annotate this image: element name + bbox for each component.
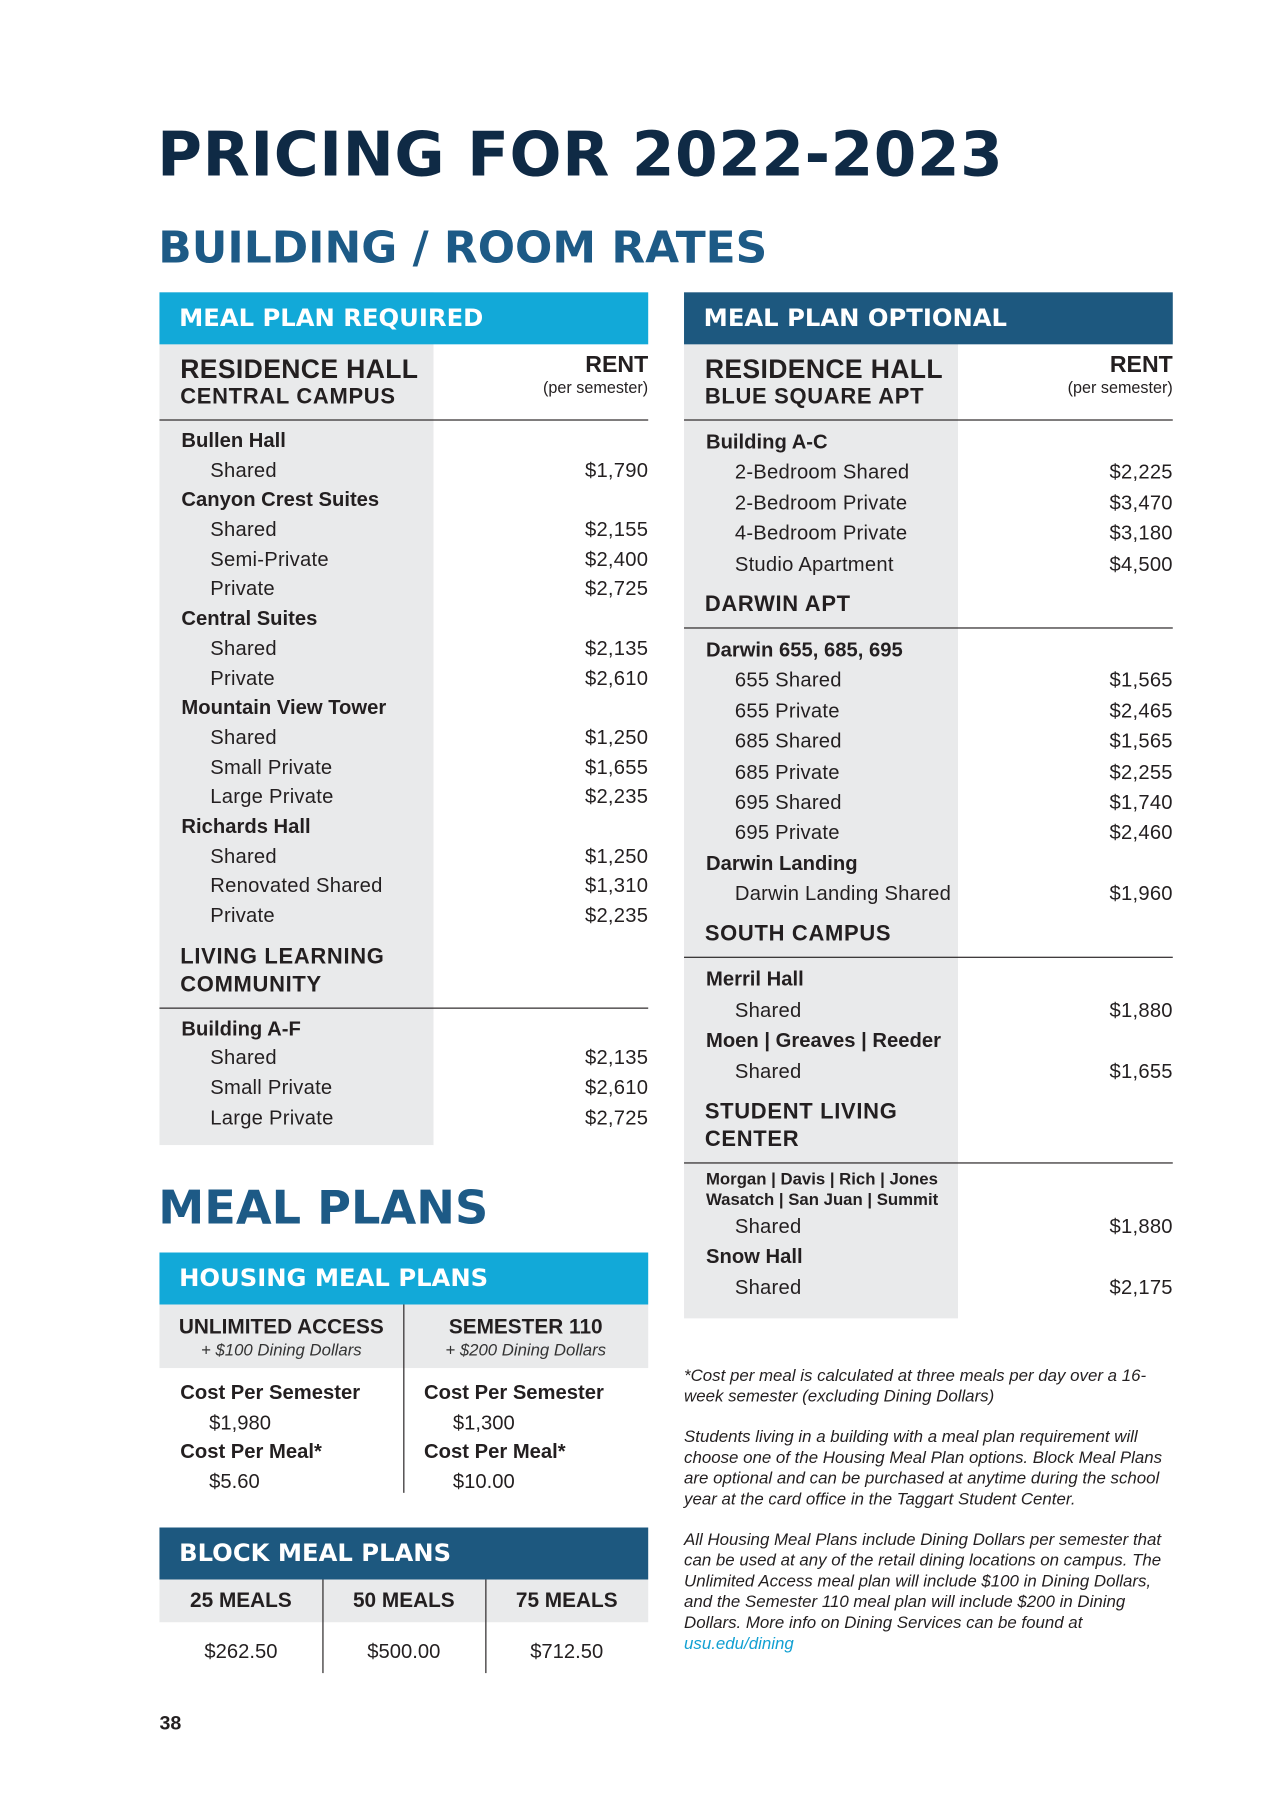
- room-type-label: 2-Bedroom Shared: [734, 460, 910, 484]
- room-rent-price: $2,465: [1109, 698, 1173, 722]
- section-heading: [684, 921, 1173, 958]
- room-type-label: Shared: [210, 1046, 277, 1070]
- room-rent-price: $1,310: [584, 873, 649, 897]
- cost-per-meal-label: Cost Per Meal*: [424, 1440, 566, 1464]
- building-name: Richards Hall: [181, 814, 311, 838]
- room-rent-price: $1,565: [1109, 729, 1173, 753]
- building-name: Moen | Greaves | Reeder: [705, 1028, 941, 1052]
- room-rent-price: $1,655: [584, 755, 649, 779]
- room-type-label: 655 Private: [734, 698, 840, 722]
- building-name: Mountain View Tower: [181, 695, 387, 719]
- plan-price: $500.00: [367, 1639, 441, 1663]
- cost-per-semester-label: Cost Per Semester: [424, 1380, 604, 1404]
- meal-plan-required-table: [159, 292, 648, 1145]
- room-type-row: [159, 515, 648, 545]
- room-type-row: [159, 634, 648, 664]
- room-rent-price: $1,250: [584, 844, 649, 868]
- room-rent-price: $2,225: [1109, 460, 1173, 484]
- room-rent-price: $3,470: [1109, 490, 1173, 514]
- room-rent-price: $2,135: [584, 1046, 649, 1070]
- rent-sublabel: (per semester): [543, 377, 649, 397]
- plan-name: 50 MEALS: [322, 1580, 485, 1623]
- room-rent-price: $1,790: [584, 458, 649, 482]
- plan-price: $712.50: [530, 1639, 604, 1663]
- room-type-row: [684, 695, 1173, 725]
- column-divider: [403, 1305, 404, 1493]
- room-type-label: Shared: [210, 844, 277, 868]
- room-type-row: [159, 1103, 648, 1133]
- section-title-room-rates: BUILDING / ROOM RATES: [158, 221, 768, 273]
- residence-hall-header: RESIDENCE HALL: [704, 353, 943, 384]
- room-rent-price: $2,235: [584, 903, 649, 927]
- room-rent-price: $2,610: [584, 666, 649, 690]
- building-name: Morgan | Davis | Rich | Jones: [705, 1170, 938, 1189]
- room-type-row: [159, 575, 648, 605]
- room-rent-price: $1,880: [1109, 1214, 1173, 1238]
- room-type-label: 2-Bedroom Private: [734, 490, 908, 514]
- table-header-bar: BLOCK MEAL PLANS: [159, 1528, 648, 1580]
- room-rent-price: $2,610: [584, 1075, 649, 1099]
- section-heading-line: CENTER: [704, 1127, 800, 1153]
- section-heading-line: BLUE SQUARE APT: [704, 384, 925, 410]
- section-rows: [684, 958, 1173, 1086]
- room-rent-price: $2,725: [584, 1105, 649, 1129]
- room-rent-price: $1,880: [1109, 998, 1173, 1022]
- room-rent-price: $2,235: [584, 784, 649, 808]
- plan-name: UNLIMITED ACCESS: [178, 1314, 384, 1339]
- meal-plan-optional-table: [684, 292, 1173, 1318]
- room-type-label: Small Private: [210, 755, 333, 779]
- column-divider: [485, 1580, 486, 1674]
- section-heading-line: LIVING LEARNING: [180, 944, 385, 970]
- room-type-label: Darwin Landing Shared: [734, 881, 952, 905]
- room-type-row: [159, 723, 648, 753]
- table-header-bar: MEAL PLAN OPTIONAL: [684, 292, 1173, 344]
- room-type-row: [684, 665, 1173, 695]
- section-rows: [684, 1164, 1173, 1303]
- building-name: Bullen Hall: [181, 428, 286, 452]
- room-type-row: [159, 901, 648, 931]
- section-heading: [684, 1099, 1173, 1164]
- section-heading: [684, 592, 1173, 629]
- building-name: Merril Hall: [705, 967, 804, 991]
- room-rent-price: $1,740: [1109, 790, 1173, 814]
- room-type-row: [684, 457, 1173, 487]
- section-rows: [159, 421, 648, 931]
- room-type-row: [684, 756, 1173, 786]
- room-rent-price: $3,180: [1109, 521, 1173, 545]
- rent-label: RENT: [585, 352, 649, 378]
- room-type-label: Semi-Private: [210, 547, 329, 571]
- building-name: Building A-F: [181, 1016, 301, 1040]
- page-title: PRICING FOR 2022-2023: [157, 120, 1004, 191]
- building-name: Darwin 655, 685, 695: [705, 637, 903, 661]
- room-type-label: 4-Bedroom Private: [734, 521, 908, 545]
- room-type-label: Private: [210, 666, 275, 690]
- building-name: Darwin Landing: [705, 851, 858, 875]
- room-type-label: Private: [210, 577, 275, 601]
- room-type-label: Shared: [210, 725, 277, 749]
- room-type-label: 695 Private: [734, 820, 840, 844]
- room-type-label: Studio Apartment: [734, 551, 894, 575]
- room-type-row: [684, 787, 1173, 817]
- room-type-row: [684, 548, 1173, 578]
- cost-per-meal-label: Cost Per Meal*: [180, 1440, 322, 1464]
- room-type-label: Large Private: [210, 784, 334, 808]
- plan-semester-110: [403, 1305, 648, 1493]
- section-heading-line: SOUTH CAMPUS: [704, 922, 892, 947]
- table-body: [159, 384, 648, 1146]
- room-rent-price: $1,565: [1109, 668, 1173, 692]
- room-type-label: Shared: [734, 1275, 802, 1299]
- building-name: Building A-C: [705, 429, 828, 453]
- plan-unlimited-access: [159, 1305, 403, 1493]
- plan-price: $262.50: [204, 1639, 278, 1663]
- section-heading-line: COMMUNITY: [180, 972, 322, 997]
- residence-hall-header: RESIDENCE HALL: [180, 353, 419, 384]
- cost-per-semester-label: Cost Per Semester: [180, 1380, 361, 1404]
- section-rows: [684, 629, 1173, 909]
- room-type-label: Shared: [734, 998, 802, 1022]
- room-type-row: [159, 545, 648, 575]
- room-type-row: [159, 1073, 648, 1103]
- meal-plans-title: MEAL PLANS: [158, 1182, 489, 1236]
- room-type-row: [159, 456, 648, 486]
- room-type-label: Shared: [210, 458, 277, 482]
- block-plan-50: [322, 1580, 485, 1674]
- room-rent-price: $1,960: [1109, 881, 1173, 905]
- notes: [684, 1366, 1181, 1675]
- room-type-row: [159, 753, 648, 783]
- room-type-row: [159, 783, 648, 813]
- plan-dining-dollars: + $100 Dining Dollars: [201, 1341, 362, 1360]
- block-plan-75: [485, 1580, 648, 1674]
- note-dining-dollars: [684, 1530, 1181, 1655]
- room-type-row: [684, 878, 1173, 908]
- rent-label: RENT: [1109, 352, 1173, 378]
- housing-meal-plans-table: [159, 1253, 648, 1493]
- room-type-row: [159, 842, 648, 872]
- room-type-label: 685 Private: [734, 759, 840, 783]
- plan-dining-dollars: + $200 Dining Dollars: [445, 1341, 607, 1360]
- rent-sublabel: (per semester): [1067, 377, 1173, 397]
- block-meal-plans-table: [159, 1528, 648, 1674]
- rent-header: [1068, 354, 1173, 398]
- room-rent-price: $2,725: [584, 577, 649, 601]
- room-type-label: Large Private: [210, 1105, 334, 1129]
- room-type-row: [684, 726, 1173, 756]
- room-rent-price: $1,250: [584, 725, 649, 749]
- table-header-bar: HOUSING MEAL PLANS: [159, 1253, 648, 1305]
- cost-per-meal-value: $10.00: [452, 1469, 515, 1493]
- room-type-row: [684, 817, 1173, 847]
- section-rows: [684, 421, 1173, 579]
- rent-header: [543, 354, 648, 398]
- room-rent-price: $2,155: [584, 517, 649, 541]
- room-rent-price: $4,500: [1109, 551, 1173, 575]
- note-meal-plan-requirement: Students living in a building with a meal plan requirement will choose one of the Housing Meal Plan options. Block Meal Plans are optional and can be purchased at anytime during the school year at the card office in the Taggart Student Center.: [684, 1428, 1163, 1510]
- section-heading-line: CENTRAL CAMPUS: [180, 384, 396, 410]
- room-type-row: [684, 1272, 1173, 1302]
- building-name: Snow Hall: [705, 1244, 803, 1269]
- room-type-label: Shared: [210, 517, 277, 541]
- table-header-bar: MEAL PLAN REQUIRED: [159, 292, 648, 344]
- room-type-row: [159, 1044, 648, 1074]
- plan-name: 25 MEALS: [159, 1580, 322, 1623]
- section-rows: [159, 1008, 648, 1132]
- room-type-label: Shared: [734, 1059, 802, 1083]
- plan-name: 75 MEALS: [485, 1580, 648, 1623]
- room-type-label: Shared: [210, 636, 277, 660]
- page-number: 38: [159, 1712, 182, 1735]
- room-rent-price: $2,175: [1109, 1275, 1173, 1299]
- room-type-row: [684, 518, 1173, 548]
- cost-per-semester-value: $1,300: [452, 1410, 515, 1434]
- section-heading: [159, 944, 648, 1009]
- room-type-row: [684, 487, 1173, 517]
- block-plan-25: [159, 1580, 322, 1674]
- room-type-row: [684, 995, 1173, 1025]
- room-rent-price: $2,400: [584, 547, 649, 571]
- table-body: [684, 384, 1173, 1319]
- room-type-label: 695 Shared: [734, 790, 842, 814]
- building-name: Central Suites: [181, 606, 318, 630]
- cost-per-semester-value: $1,980: [209, 1410, 271, 1434]
- section-heading-line: STUDENT LIVING: [704, 1100, 898, 1125]
- room-rent-price: $2,460: [1109, 820, 1173, 844]
- room-type-label: 655 Shared: [734, 668, 842, 692]
- room-type-row: [684, 1211, 1173, 1241]
- room-type-label: Shared: [734, 1214, 802, 1238]
- room-type-label: Private: [210, 903, 275, 927]
- room-rent-price: $1,655: [1109, 1059, 1173, 1083]
- building-name: Canyon Crest Suites: [181, 488, 380, 512]
- room-type-label: 685 Shared: [734, 729, 842, 753]
- room-rent-price: $2,135: [584, 636, 649, 660]
- room-type-row: [159, 872, 648, 902]
- room-type-row: [684, 1056, 1173, 1086]
- plan-name: SEMESTER 110: [448, 1314, 603, 1339]
- section-heading-line: DARWIN APT: [704, 592, 851, 617]
- cost-per-meal-value: $5.60: [209, 1469, 260, 1493]
- dining-link[interactable]: usu.edu/dining: [684, 1634, 794, 1654]
- room-type-row: [159, 664, 648, 694]
- column-divider: [322, 1580, 323, 1674]
- building-name: Wasatch | San Juan | Summit: [705, 1191, 939, 1210]
- note-dining-dollars-text: All Housing Meal Plans include Dining Dollars per semester that can be used at any of the retail dining locations on campus. The Unlimited Access meal plan will include $100 in Dining Dollars, and the Semester 110 meal plan will include $200 in Dining Dollars. More info on Dining Services can be found at: [684, 1530, 1162, 1633]
- room-type-label: Small Private: [210, 1075, 333, 1099]
- room-type-label: Renovated Shared: [210, 873, 383, 897]
- footnote: *Cost per meal is calculated at three meals per day over a 16-week semester (excluding Dining Dollars): [684, 1366, 1147, 1407]
- room-rent-price: $2,255: [1109, 759, 1173, 783]
